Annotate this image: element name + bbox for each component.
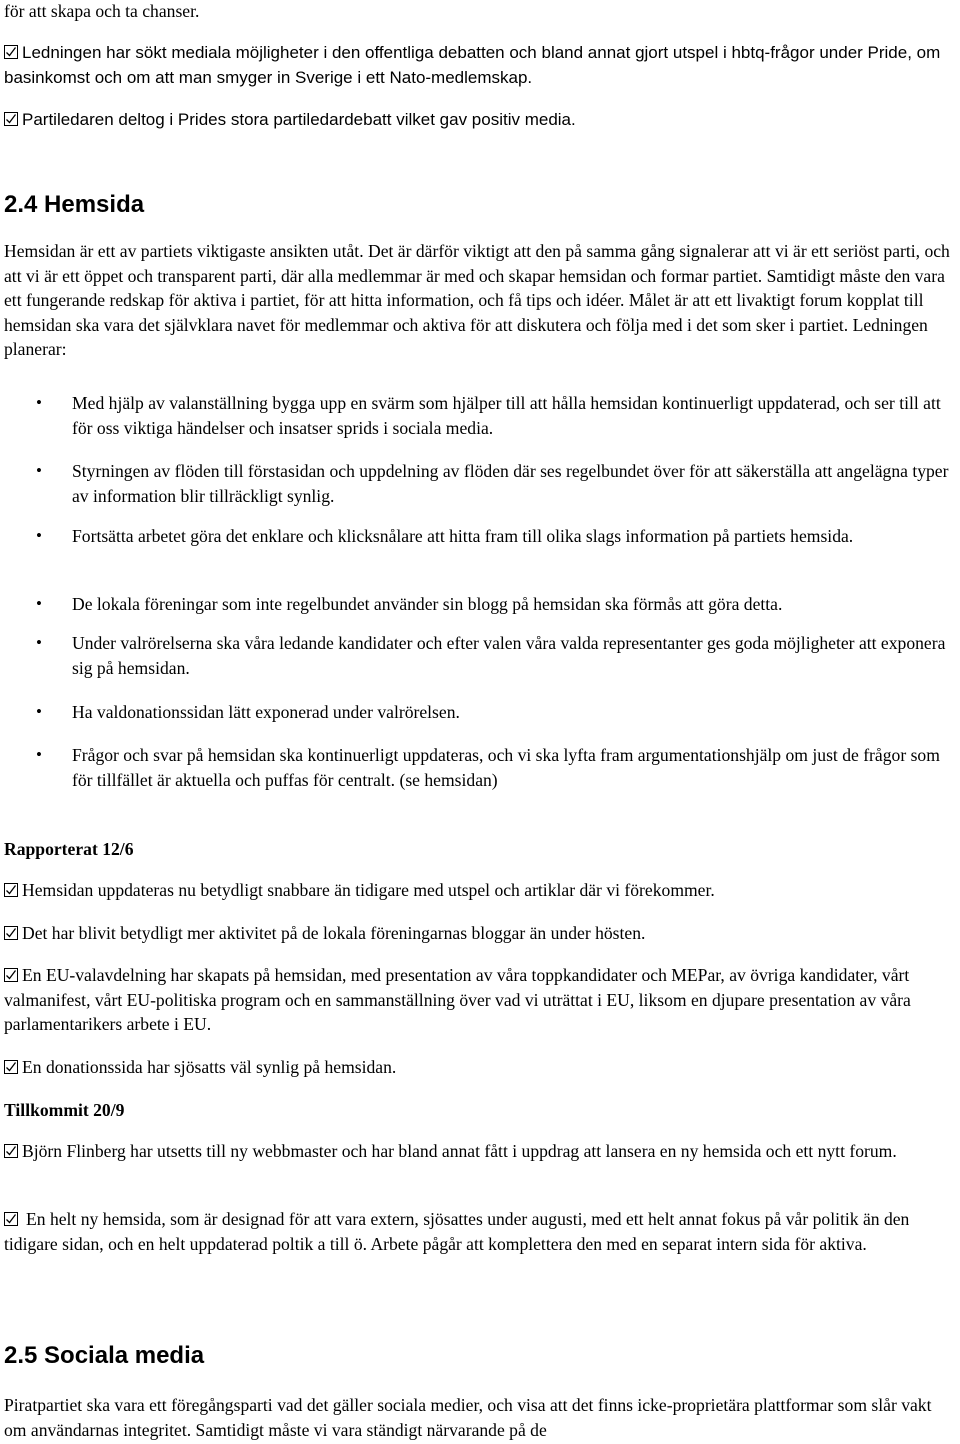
check-item-text: Ledningen har sökt mediala möjligheter i den offentliga debatten och bland annat gjort utspel i hbtq-frågor under Pride, om basinkomst och om att man smyger in Sverige i ett Nato-medlemskap. bbox=[4, 43, 941, 87]
checkbox-checked-icon bbox=[4, 1144, 18, 1158]
reported-heading: Rapporterat 12/6 bbox=[4, 839, 134, 859]
check-item bbox=[4, 1207, 956, 1256]
check-item bbox=[4, 878, 956, 903]
check-item bbox=[4, 1139, 956, 1164]
section-heading: 2.5 Sociala media bbox=[4, 1342, 205, 1369]
check-item-text: Hemsidan uppdateras nu betydligt snabbare än tidigare med utspel och artiklar där vi förekommer. bbox=[22, 880, 715, 900]
section-intro: Piratpartiet ska vara ett föregångsparti vad det gäller sociala medier, och visa att det finns icke-proprietära plattformar som slår vakt om användarnas integritet. Samtidigt måste vi vara ständigt närvarande på de bbox=[4, 1395, 932, 1440]
check-item-text: Det har blivit betydligt mer aktivitet på de lokala föreningarnas bloggar än under hösten. bbox=[22, 923, 646, 943]
checkbox-checked-icon bbox=[4, 883, 18, 897]
continuation-text: för att skapa och ta chanser. bbox=[4, 1, 200, 21]
checkbox-checked-icon bbox=[4, 926, 18, 940]
section-intro: Hemsidan är ett av partiets viktigaste ansikten utåt. Det är därför viktigt att den på samma gång signalerar att vi är ett seriöst parti, och att vi är ett öppet och transparent parti, där alla medlemmar är med och skapar hemsidan och formar partiet. Samtidigt måste den vara ett fungerande redskap för aktiva i partiet, för att hitta information, och få tips och idéer. Målet är att ett livaktigt forum kopplat till hemsidan ska vara det självklara navet för medlemmar och aktiva för att diskutera och följa med i det som sker i partiet. Ledningen planerar: bbox=[4, 241, 950, 359]
checkbox-checked-icon bbox=[4, 45, 18, 59]
checkbox-checked-icon bbox=[4, 1060, 18, 1074]
checkbox-checked-icon bbox=[4, 1212, 18, 1226]
check-item-text: En helt ny hemsida, som är designad för att vara extern, sjösattes under augusti, med ett helt annat fokus på vår politik än den tidigare sidan, och en helt uppdaterad poltik a till ö. Arbete pågår att komplettera den med en separat intern sida för aktiva. bbox=[4, 1209, 910, 1254]
check-item bbox=[4, 963, 956, 1037]
checkbox-checked-icon bbox=[4, 112, 18, 126]
check-item-text: En donationssida har sjösatts väl synlig på hemsidan. bbox=[22, 1057, 397, 1077]
check-item bbox=[4, 921, 956, 946]
checkbox-checked-icon bbox=[4, 968, 18, 982]
check-item-text: Björn Flinberg har utsetts till ny webbmaster och har bland annat fått i uppdrag att lansera en ny hemsida och ett nytt forum. bbox=[22, 1141, 897, 1161]
check-item-text: En EU-valavdelning har skapats på hemsidan, med presentation av våra toppkandidater och MEPar, av övriga kandidater, vårt valmanifest, vårt EU-politiska program och en sammanställning över vad vi uträttat i EU, liksom en djupare presentation av våra parlamentarikers arbete i EU. bbox=[4, 965, 911, 1034]
check-item-text: Partiledaren deltog i Prides stora partiledardebatt vilket gav positiv media. bbox=[22, 110, 576, 129]
check-item bbox=[4, 107, 956, 132]
section-heading: 2.4 Hemsida bbox=[4, 191, 145, 218]
added-heading: Tillkommit 20/9 bbox=[4, 1100, 125, 1120]
check-item bbox=[4, 1055, 956, 1080]
check-item bbox=[4, 40, 956, 90]
